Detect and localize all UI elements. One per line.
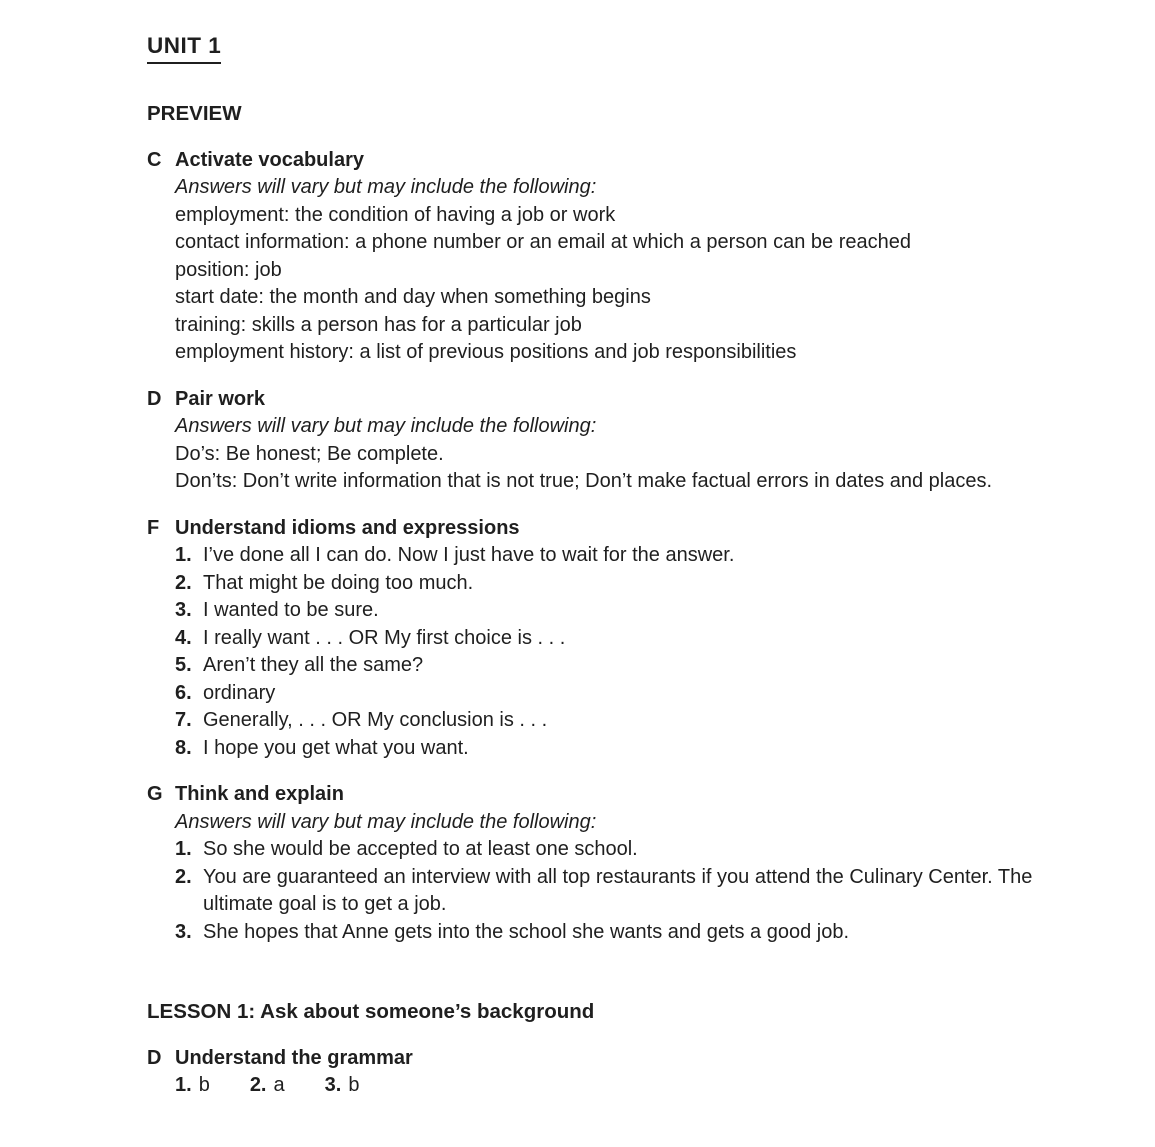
answer-line: start date: the month and day when something begins: [175, 286, 651, 308]
grammar-answer: [250, 1072, 285, 1100]
item-number: 5.: [175, 654, 192, 676]
numbered-item: [175, 707, 1055, 735]
section-activate-vocabulary: [147, 147, 1055, 367]
numbered-item: [175, 570, 1055, 598]
answer-number: 3.: [324, 1074, 342, 1096]
numbered-item: [175, 919, 1055, 947]
section-content: [175, 386, 1055, 496]
item-number: 1.: [175, 838, 192, 860]
answers-vary-note: Answers will vary but may include the following:: [175, 415, 597, 437]
section-content: [175, 781, 1055, 946]
grammar-answer: [175, 1072, 210, 1100]
section-title: Activate vocabulary: [175, 148, 364, 171]
section-letter: D: [147, 1046, 162, 1069]
item-text: ordinary: [203, 681, 276, 704]
section-title: Pair work: [175, 387, 266, 410]
section-content: [175, 1045, 1055, 1100]
item-text: That might be doing too much.: [203, 571, 474, 594]
numbered-item: [175, 625, 1055, 653]
item-number: 3.: [175, 599, 192, 621]
answer-line: position: job: [175, 258, 282, 281]
item-number: 3.: [175, 920, 192, 943]
lesson-title: LESSON 1: Ask about someone’s background: [147, 1000, 595, 1023]
answer-value: b: [198, 1074, 210, 1096]
answer-line: employment: the condition of having a job or work: [175, 203, 616, 226]
answer-line: training: skills a person has for a particular job: [175, 313, 582, 336]
section-content: [175, 515, 1055, 763]
numbered-item: [175, 836, 1055, 864]
answer-line: employment history: a list of previous positions and job responsibilities: [175, 341, 797, 363]
grammar-answers-row: [175, 1072, 1055, 1100]
item-text: You are guaranteed an interview with all top restaurants if you attend the Culinary Center. The ultimate goal is to get a job.: [203, 865, 1033, 915]
item-number: 2.: [175, 865, 192, 888]
section-think-and-explain: [147, 781, 1055, 946]
numbered-item: [175, 652, 1055, 680]
item-text: She hopes that Anne gets into the school she wants and gets a good job.: [203, 920, 850, 943]
item-text: Aren’t they all the same?: [203, 654, 424, 676]
section-content: [175, 147, 1055, 367]
numbered-item: [175, 680, 1055, 708]
item-text: I really want . . . OR My first choice is . . .: [203, 626, 566, 649]
answer-line: Don’ts: Don’t write information that is not true; Don’t make factual errors in dates and places.: [175, 470, 993, 492]
item-text: So she would be accepted to at least one school.: [203, 838, 638, 860]
item-number: 7.: [175, 709, 192, 731]
section-letter: C: [147, 148, 162, 171]
answer-number: 2.: [249, 1074, 267, 1096]
numbered-item: [175, 542, 1055, 570]
preview-heading: PREVIEW: [147, 102, 242, 125]
item-number: 6.: [175, 681, 192, 704]
answer-value: b: [348, 1074, 360, 1096]
section-letter: F: [147, 516, 160, 539]
unit-title-text: UNIT 1: [147, 33, 221, 64]
grammar-answer: [325, 1072, 360, 1100]
answers-vary-note: Answers will vary but may include the following:: [175, 810, 597, 833]
item-number: 8.: [175, 736, 192, 759]
answer-line: contact information: a phone number or an email at which a person can be reached: [175, 231, 911, 253]
section-title: Think and explain: [175, 783, 344, 805]
section-pair-work: [147, 386, 1055, 496]
unit-title: [147, 33, 1055, 64]
numbered-item: [175, 735, 1055, 763]
item-text: I wanted to be sure.: [203, 599, 379, 621]
item-number: 4.: [175, 626, 192, 649]
section-title: Understand idioms and expressions: [175, 516, 520, 539]
section-letter: G: [147, 783, 163, 805]
item-text: I’ve done all I can do. Now I just have to wait for the answer.: [203, 544, 735, 566]
section-letter: D: [147, 387, 162, 410]
answer-number: 1.: [175, 1074, 192, 1096]
answers-vary-note: Answers will vary but may include the following:: [175, 176, 597, 198]
section-title: Understand the grammar: [175, 1046, 413, 1069]
item-text: Generally, . . . OR My conclusion is . . .: [203, 709, 548, 731]
numbered-item: [175, 597, 1055, 625]
item-number: 1.: [175, 544, 192, 566]
section-understand-grammar: [147, 1045, 1055, 1100]
item-text: I hope you get what you want.: [203, 736, 469, 759]
answer-value: a: [273, 1074, 285, 1096]
item-number: 2.: [175, 571, 192, 594]
numbered-item: [175, 864, 1055, 919]
answer-line: Do’s: Be honest; Be complete.: [175, 442, 444, 465]
section-understand-idioms: [147, 515, 1055, 763]
